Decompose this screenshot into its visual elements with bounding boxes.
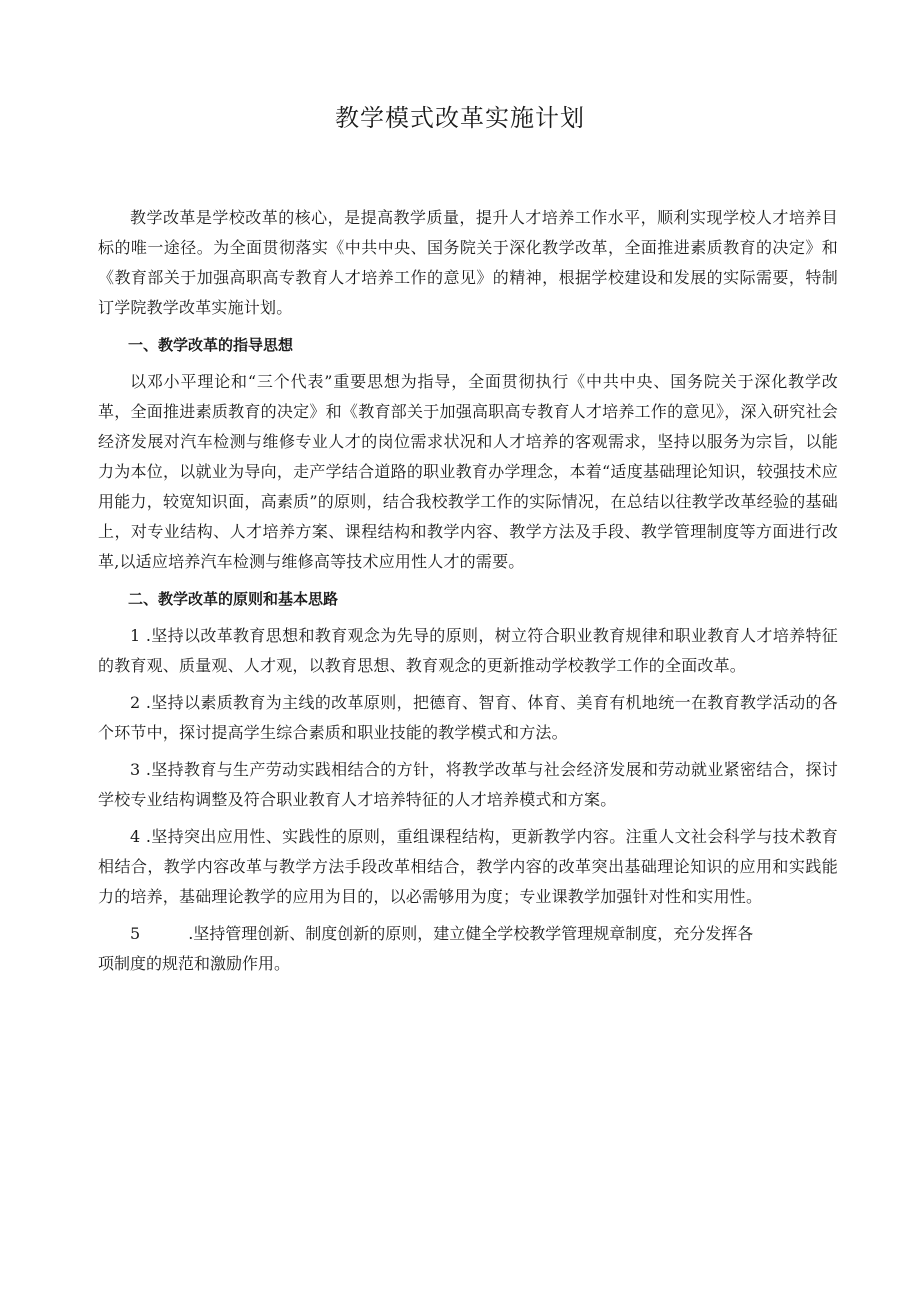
item-text-line-2: 项制度的规范和激励作用。 [98, 954, 291, 973]
item-text-line-1: .坚持管理创新、制度创新的原则，建立健全学校教学管理规章制度，充分发挥各 [188, 924, 754, 943]
item-number: 5 [130, 924, 141, 943]
section-1-heading: 一、教学改革的指导思想 [128, 336, 294, 354]
item-number: 2 [130, 693, 141, 712]
document-body [98, 203, 838, 979]
document-title: 教学模式改革实施计划 [335, 104, 585, 132]
item-text: .坚持以素质教育为主线的改革原则，把德育、智育、体育、美育有机地统一在教育教学活动的各个环节中，探讨提高学生综合素质和职业技能的教学模式和方法。 [98, 693, 839, 742]
principle-item-1 [98, 621, 838, 681]
section-2-heading: 二、教学改革的原则和基本思路 [128, 590, 339, 608]
principle-item-4 [98, 822, 838, 912]
item-text: .坚持教育与生产劳动实践相结合的方针，将教学改革与社会经济发展和劳动就业紧密结合，探讨学校专业结构调整及符合职业教育人才培养特征的人才培养模式和方案。 [98, 760, 839, 809]
item-number: 4 [130, 827, 141, 846]
principle-item-5 [98, 919, 838, 979]
intro-paragraph: 教学改革是学校改革的核心，是提高教学质量，提升人才培养工作水平，顺利实现学校人才培养目标的唯一途径。为全面贯彻落实《中共中央、国务院关于深化教学改革，全面推进素质教育的决定》和《教育部关于加强高职高专教育人才培养工作的意见》的精神，根据学校建设和发展的实际需要，特制订学院教学改革实施计划。 [98, 208, 838, 317]
item-number: 3 [130, 760, 141, 779]
item-text: .坚持以改革教育思想和教育观念为先导的原则，树立符合职业教育规律和职业教育人才培养特征的教育观、质量观、人才观，以教育思想、教育观念的更新推动学校教学工作的全面改革。 [98, 626, 839, 675]
item-text: .坚持突出应用性、实践性的原则，重组课程结构，更新教学内容。注重人文社会科学与技术教育相结合，教学内容改革与教学方法手段改革相结合，教学内容的改革突出基础理论知识的应用和实践能力的培养，基础理论教学的应用为目的，以必需够用为度；专业课教学加强针对性和实用性。 [98, 827, 839, 906]
item-number: 1 [130, 626, 141, 645]
section-1-paragraph: 以邓小平理论和“三个代表”重要思想为指导，全面贯彻执行《中共中央、国务院关于深化教学改革，全面推进素质教育的决定》和《教育部关于加强高职高专教育人才培养工作的意见》，深入研究社会经济发展对汽车检测与维修专业人才的岗位需求状况和人才培养的客观需求，坚持以服务为宗旨，以能力为本位，以就业为导向，走产学结合道路的职业教育办学理念，本着“适度基础理论知识，较强技术应用能力，较宽知识面，高素质”的原则，结合我校教学工作的实际情况，在总结以往教学改革经验的基础上，对专业结构、人才培养方案、课程结构和教学内容、教学方法及手段、教学管理制度等方面进行改革,以适应培养汽车检测与维修高等技术应用性人才的需要。 [98, 372, 838, 571]
principle-item-2 [98, 688, 838, 748]
principle-item-3 [98, 755, 838, 815]
